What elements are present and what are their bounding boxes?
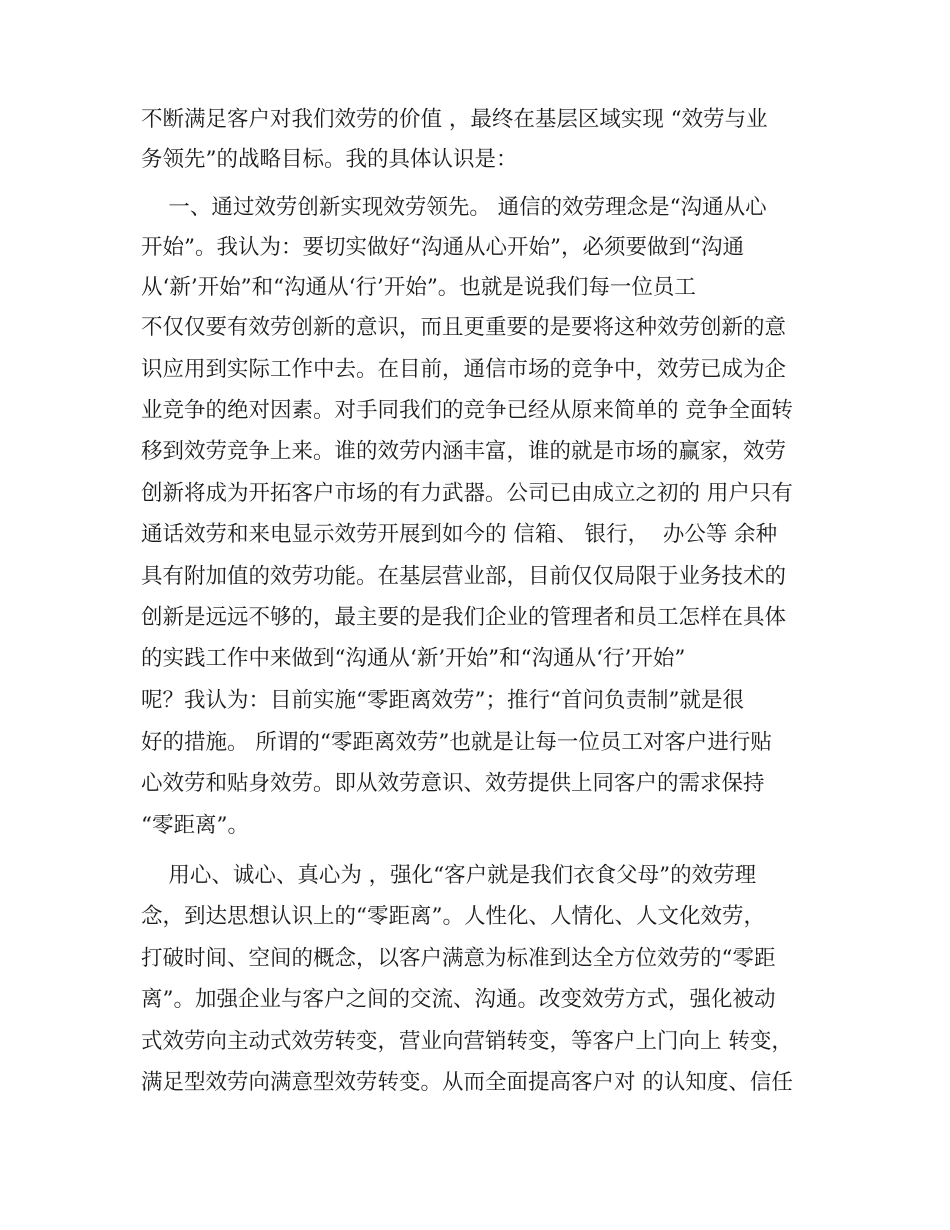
text-line: 离”。加强企业与客户之间的交流、沟通。改变效劳方式，强化被动 [141,987,776,1012]
text-line: 心效劳和贴身效劳。即从效劳意识、效劳提供上同客户的需求保持 [141,771,765,796]
text-line: 念，到达思想认识上的“零距离”。人性化、人情化、人文化效劳， [141,904,765,929]
text-line: 一、通过效劳创新实现效劳领先。 通信的效劳理念是“沟通从心 [141,195,767,220]
text-line: 务领先”的战略目标。我的具体认识是： [141,147,518,172]
text-line: 开始”。我认为：要切实做好“沟通从心开始”，必须要做到“沟通 [141,235,744,260]
text-line: 呢？我认为：目前实施“零距离效劳”；推行“首问负责制”就是很 [141,688,744,713]
text-line: 式效劳向主动式效劳转变，营业向营销转变，等客户上门向上 转变， [141,1029,793,1054]
text-line: 创新将成为开拓客户市场的有力武器。公司已由成立之初的 用户只有 [141,481,793,506]
text-line: 好的措施。 所谓的“零距离效劳”也就是让每一位员工对客户进行贴 [141,730,772,755]
text-line: 不仅仅要有效劳创新的意识，而且更重要的是要将这种效劳创新的意 [141,315,787,340]
text-line: 识应用到实际工作中去。在目前，通信市场的竞争中，效劳已成为企 [141,357,787,382]
text-line: 通话效劳和来电显示效劳开展到如今的 信箱、 银行， 办公等 余种 [141,522,778,547]
text-line: 从‘新’开始”和“沟通从‘行’开始”。也就是说我们每一位员工 [141,275,696,300]
text-line: 满足型效劳向满意型效劳转变。从而全面提高客户对 的认知度、信任 [141,1070,793,1095]
text-line: 用心、诚心、真心为 ，强化“客户就是我们衣食父母”的效劳理 [141,863,757,888]
text-line: 创新是远远不够的，最主要的是我们企业的管理者和员工怎样在具体 [141,605,787,630]
text-line: 具有附加值的效劳功能。在基层营业部，目前仅仅局限于业务技术的 [141,564,787,589]
text-line: 移到效劳竞争上来。谁的效劳内涵丰富，谁的就是市场的赢家，效劳 [141,439,787,464]
text-line: 的实践工作中来做到“沟通从‘新’开始”和“沟通从‘行’开始” [141,646,686,671]
text-line: 打破时间、空间的概念，以客户满意为标准到达全方位效劳的“零距 [141,946,776,971]
text-line: “零距离”。 [141,813,249,838]
text-line: 不断满足客户对我们效劳的价值 ，最终在基层区域实现 “效劳与业 [141,107,768,132]
text-line: 业竞争的绝对因素。对手同我们的竞争已经从原来简单的 竞争全面转 [141,398,793,423]
